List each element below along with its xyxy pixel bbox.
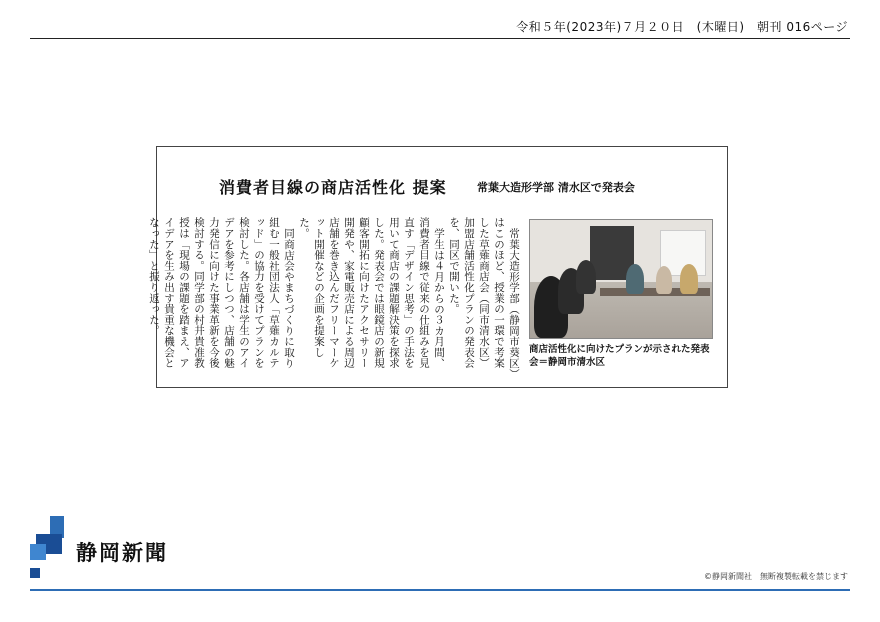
photo-presenter [626, 264, 644, 294]
copyright-notice: ©静岡新聞社 無断複製転載を禁じます [704, 572, 848, 581]
header-divider [30, 38, 850, 39]
article-paragraph: 学生は４月からの３カ月間、消費者目線で従来の仕組みを見直す「デザイン思考」の手法を用いて商店の課題解決策を探求した。発表会では眼鏡店の新規顧客開拓に向けたアクセサリー開発や、家電販売店による周辺店舗を巻き込んだフリーマーケット開催などの企画を提案した。 [298, 217, 445, 369]
photo-presenter [680, 264, 698, 294]
photo-caption: 商店活性化に向けたプランが示された発表会＝静岡市清水区 [529, 344, 710, 368]
article-headline: 消費者目線の商店活性化 提案 [219, 178, 447, 197]
shizuoka-shimbun-logo-icon [28, 516, 68, 578]
photo-presenter [656, 266, 672, 294]
footer-divider [30, 589, 850, 591]
newspaper-logo-text: 静岡新聞 [76, 540, 168, 565]
article-subhead: 常葉大造形学部 清水区で発表会 [477, 181, 635, 194]
page-date: 令和５年(2023年)７月２０日 (木曜日) 朝刊 016ページ [516, 20, 848, 34]
article-paragraph: 同商店会やまちづくりに取り組む一般社団法人「草薙カルテッド」の協力を受けてプランを検討した。各店舗は学生のアイデアを参考にしつつ、店舗の魅力発信に向けた事業革新を今後検討する。同学部の村井貴准教授は「現場の課題を踏まえ、アイデアを生み出す貴重な機会となった」と振り返った。 [148, 217, 295, 369]
article-paragraph: 常葉大造形学部（静岡市葵区）はこのほど、授業の一環で考案した草薙商店会（同市清水区）加盟店舗活性化プランの発表会を、同区で開いた。 [448, 217, 520, 374]
article-body [148, 217, 521, 377]
photo-audience [576, 260, 596, 294]
article-clipping [148, 146, 728, 388]
article-photo [529, 219, 713, 339]
